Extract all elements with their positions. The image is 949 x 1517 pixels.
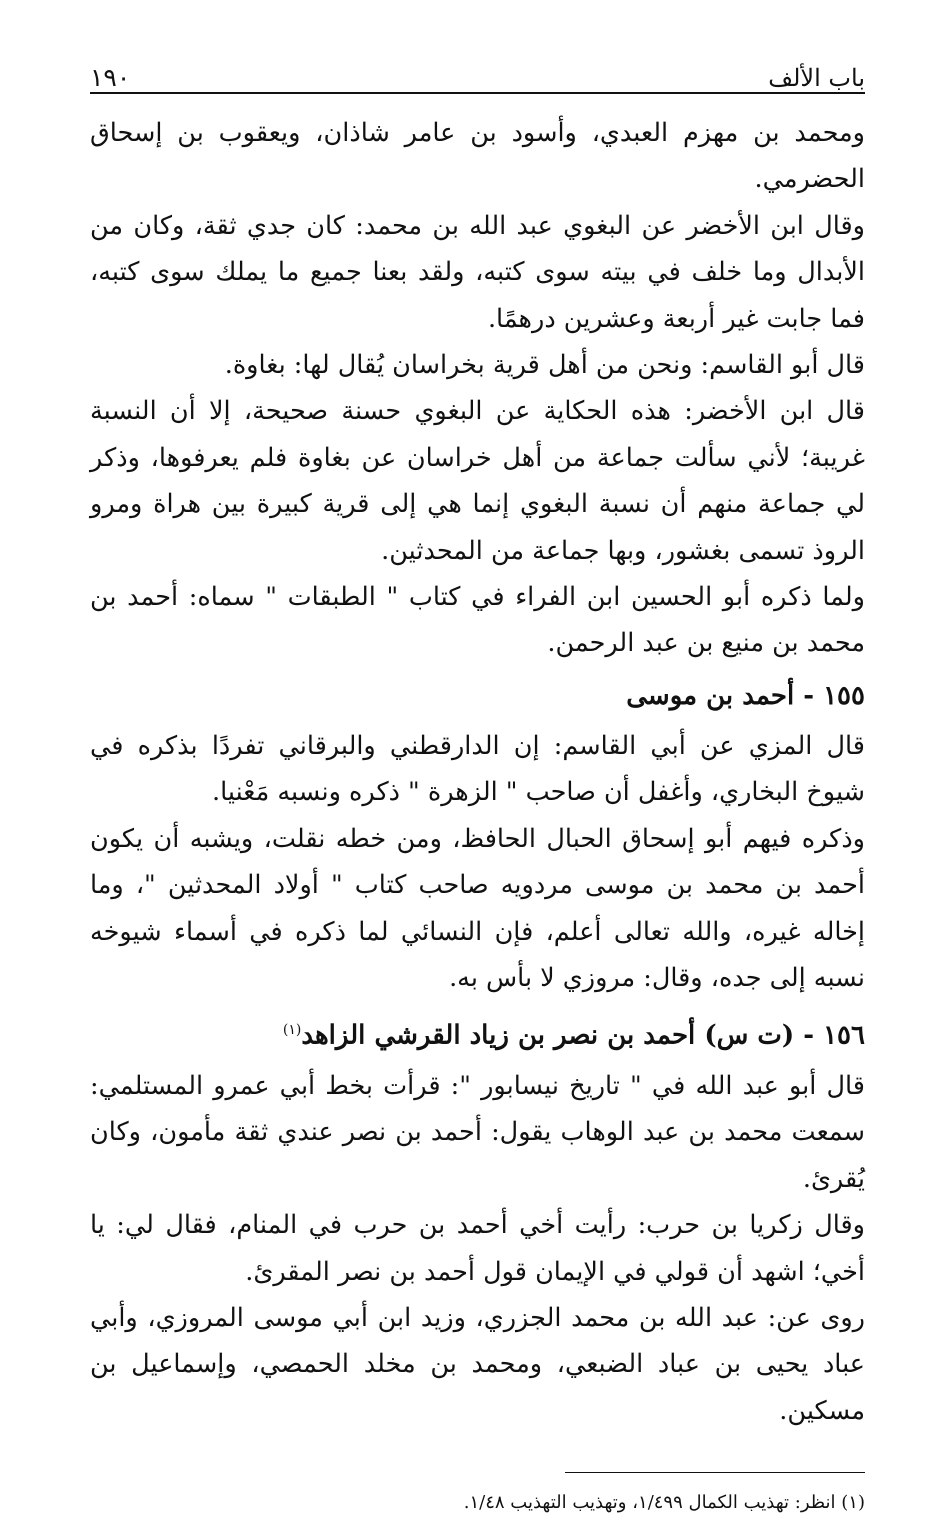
entry-heading-156 (90, 1005, 865, 1061)
paragraph: قال ابن الأخضر: هذه الحكاية عن البغوي حسنة صحيحة، إلا أن النسبة غريبة؛ لأني سألت جماعة من أهل خراسان عن بغاوة فلم يعرفوها، وذكر لي جماعة منهم أن نسبة البغوي إنما هي إلى قرية كبيرة بين هراة ومرو الروذ تسمى بغشور، وبها جماعة من المحدثين. (90, 396, 865, 566)
paragraph: قال المزي عن أبي القاسم: إن الدارقطني والبرقاني تفردًا بذكره في شيوخ البخاري، وأغفل أن صاحب " الزهرة " ذكره ونسبه مَعْنيا. (90, 730, 865, 808)
paragraph: ولما ذكره أبو الحسين ابن الفراء في كتاب " الطبقات " سماه: أحمد بن محمد بن منيع بن عبد الرحمن. (90, 582, 865, 659)
paragraph: وقال ابن الأخضر عن البغوي عبد الله بن محمد: كان جدي ثقة، وكان من الأبدال وما خلف في بيته سوى كتبه، ولقد بعنا جميع ما يملك سوى كتبه، فما جابت غير أربعة وعشرين درهمًا. (90, 210, 865, 334)
chapter-title: باب الألف (768, 64, 865, 92)
footnote-marker: (١) (282, 1022, 302, 1039)
footnote: (١) انظر: تهذيب الكمال ١/٤٩٩، وتهذيب التهذيب ١/٤٨. (463, 1492, 865, 1514)
page-number: ١٩٠ (90, 63, 131, 92)
paragraph: قال أبو القاسم: ونحن من أهل قرية بخراسان يُقال لها: بغاوة. (224, 350, 865, 381)
footnote-divider (565, 1472, 865, 1473)
paragraph: ومحمد بن مهزم العبدي، وأسود بن عامر شاذان، ويعقوب بن إسحاق الحضرمي. (90, 118, 865, 195)
paragraph: وذكره فيهم أبو إسحاق الحبال الحافظ، ومن خطه نقلت، ويشبه أن يكون أحمد بن محمد بن موسى مردويه صاحب كتاب " أولاد المحدثين "، وما إخاله غيره، والله تعالى أعلم، فإن النسائي لما ذكره في أسماء شيوخه نسبه إلى جده، وقال: مروزي لا بأس به. (90, 823, 865, 993)
paragraph: وقال زكريا بن حرب: رأيت أخي أحمد بن حرب في المنام، فقال لي: يا أخي؛ اشهد أن قولي في الإيمان قول أحمد بن نصر المقرئ. (90, 1210, 865, 1287)
paragraph: قال أبو عبد الله في " تاريخ نيسابور ": قرأت بخط أبي عمرو المستلمي: سمعت محمد بن عبد الوهاب يقول: أحمد بن نصر عندي ثقة مأمون، وكان يُقرئ. (90, 1070, 865, 1194)
entry-heading-155: ١٥٥ - أحمد بن موسى (626, 680, 865, 711)
book-page (90, 52, 865, 1517)
page-body (90, 110, 865, 1434)
paragraph: روى عن: عبد الله بن محمد الجزري، وزيد ابن أبي موسى المروزي، وأبي عباد يحيى بن عباد الضبعي، ومحمد بن مخلد الحمصي، وإسماعيل بن مسكين. (90, 1303, 865, 1426)
entry-heading-text: ١٥٦ - (ت س) أحمد بن نصر بن زياد القرشي الزاهد (301, 1020, 865, 1051)
page-header (90, 52, 865, 94)
